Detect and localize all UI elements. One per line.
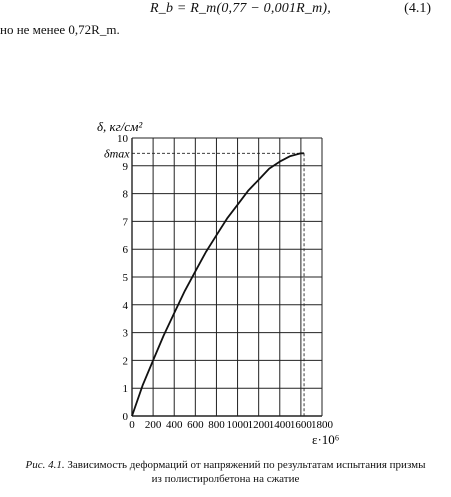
y-tick-label: 4 [122,299,128,312]
caption-text: Зависимость деформаций от напряжений по результатам испытания призмы из полистиролбетона на сжатие [67,459,426,485]
x-tick-label: 400 [165,419,183,431]
x-tick-labels [129,419,333,431]
series-line [132,153,304,416]
y-tick-label: 0 [122,411,128,423]
y-tick-label: 7 [122,216,128,229]
x-tick-label: 1000 [226,419,249,431]
y-tick-label: 5 [122,272,128,284]
chart-grid [132,138,322,416]
caption-prefix: Рис. 4.1. [25,459,65,471]
x-tick-label: 800 [208,419,225,431]
equation-number: (4.1) [404,1,431,16]
y-tick-labels [117,133,129,423]
y-max-label: δmax [104,146,130,161]
max-reference-lines [132,153,304,416]
y-tick-label: 6 [122,244,128,257]
y-tick-label: 8 [122,188,128,201]
x-tick-label: 200 [144,419,162,431]
y-tick-label: 3 [122,327,128,340]
formula: R_b = R_m(0,77 − 0,001R_m), [150,1,331,16]
x-tick-label: 1400 [268,419,291,431]
series-group [132,153,304,416]
y-tick-label: 1 [122,383,128,396]
y-tick-label: 9 [122,160,128,173]
x-tick-label: 600 [187,419,204,431]
x-tick-label: 1200 [247,419,270,431]
y-tick-label: 2 [122,355,128,368]
x-tick-label: 1600 [289,419,312,431]
x-tick-label: 1800 [311,419,333,431]
formula-continuation: но не менее 0,72R_m. [0,22,120,37]
y-axis-label: δ, кг/см² [97,119,143,134]
y-tick-label: 10 [117,133,128,145]
x-tick-label: 0 [129,419,135,431]
figure-caption [20,458,431,486]
x-axis-label: ε·10⁶ [312,432,340,447]
